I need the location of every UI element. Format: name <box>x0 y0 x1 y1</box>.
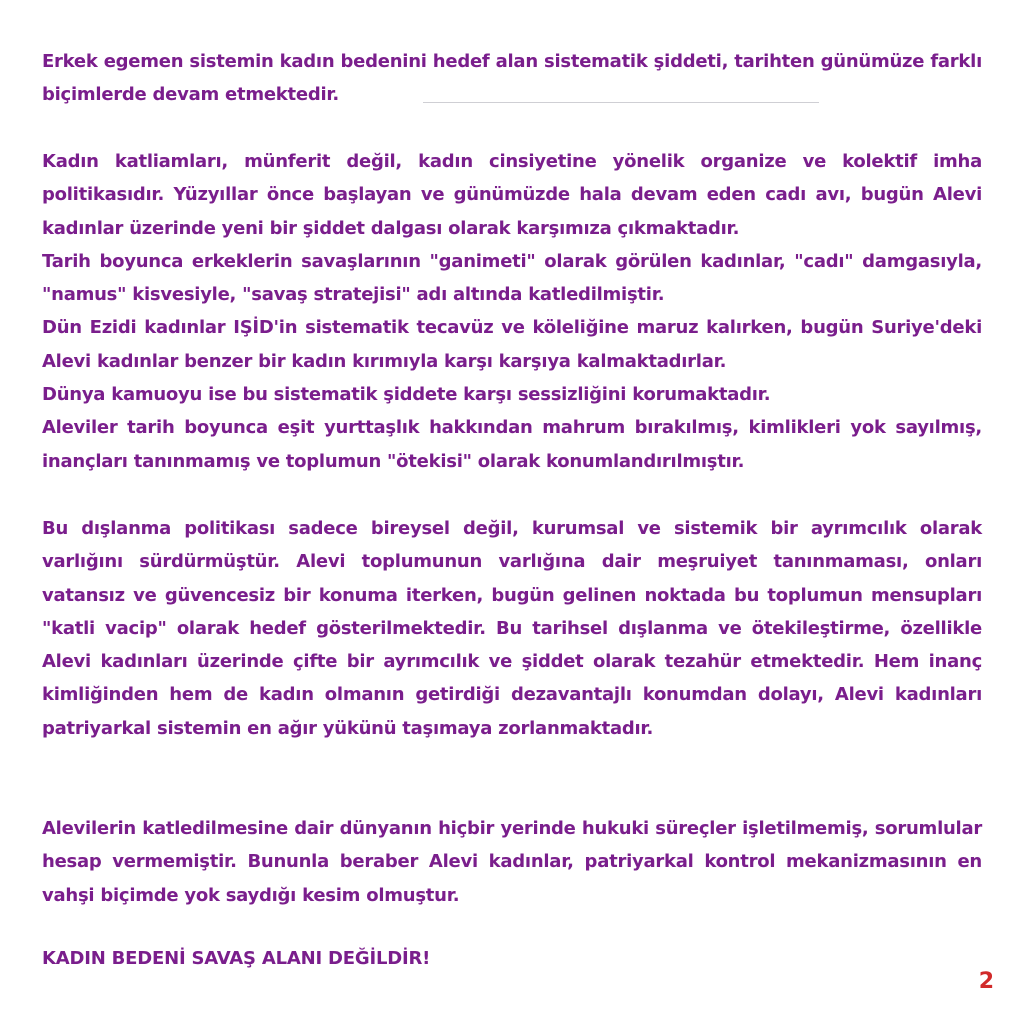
paragraph-alevis: Aleviler tarih boyunca eşit yurttaşlık hakkından mahrum bırakılmış, kimlikleri yok sayılmış, inançları tanınmamış ve toplumun "ötekisi" olarak konumlandırılmıştır. <box>42 417 982 472</box>
main-block-1 <box>42 145 982 478</box>
paragraph-intro: Erkek egemen sistemin kadın bedenini hedef alan sistematik şiddeti, tarihten günümüze farklı biçimlerde devam etmektedir. <box>42 51 982 106</box>
main-block-2 <box>42 512 982 745</box>
paragraph-exclusion: Bu dışlanma politikası sadece bireysel değil, kurumsal ve sistemik bir ayrımcılık olarak varlığını sürdürmüştür. Alevi toplumunun varlığına dair meşruiyet tanınmaması, onları vatansız ve güvencesiz bir konuma iterken, bugün gelinen noktada bu toplumun mensupları "katli vacip" olarak hedef gösterilmektedir. Bu tarihsel dışlanma ve ötekileştirme, özellikle Alevi kadınları üzerinde çifte bir ayrımcılık ve şiddet olarak tezahür etmektedir. Hem inanç kimliğinden hem de kadın olmanın getirdiği dezavantajlı konumdan dolayı, Alevi kadınları patriyarkal sistemin en ağır yükünü taşımaya zorlanmaktadır. <box>42 518 982 739</box>
main-block-3 <box>42 812 982 912</box>
paragraph-history: Tarih boyunca erkeklerin savaşlarının "ganimeti" olarak görülen kadınlar, "cadı" damgasıyla, "namus" kisvesiyle, "savaş stratejisi" adı altında katledilmiştir. <box>42 250 982 306</box>
separator-line <box>423 102 819 103</box>
closing-slogan: KADIN BEDENİ SAVAŞ ALANI DEĞİLDİR! <box>42 948 431 969</box>
paragraph-silence: Dünya kamuoyu ise bu sistematik şiddete karşı sessizliğini korumaktadır. <box>42 384 771 406</box>
paragraph-justice: Alevilerin katledilmesine dair dünyanın hiçbir yerinde hukuki süreçler işletilmemiş, sorumlular hesap vermemiştir. Bununla beraber Alevi kadınlar, patriyarkal kontrol mekanizmasının en vahşi biçimde yok saydığı kesim olmuştur. <box>42 818 982 906</box>
paragraph-massacres: Kadın katliamları, münferit değil, kadın cinsiyetine yönelik organize ve kolektif imha politikasıdır. Yüzyıllar önce başlayan ve günümüzde hala devam eden cadı avı, bugün Alevi kadınlar üzerinde yeni bir şiddet dalgası olarak karşımıza çıkmaktadır. <box>42 151 982 239</box>
page-number: 2 <box>978 969 994 994</box>
paragraph-ezidi: Dün Ezidi kadınlar IŞİD'in sistematik tecavüz ve köleliğine maruz kalırken, bugün Suriye'deki Alevi kadınlar benzer bir kadın kırımıyla karşı karşıya kalmaktadırlar. <box>42 317 982 372</box>
